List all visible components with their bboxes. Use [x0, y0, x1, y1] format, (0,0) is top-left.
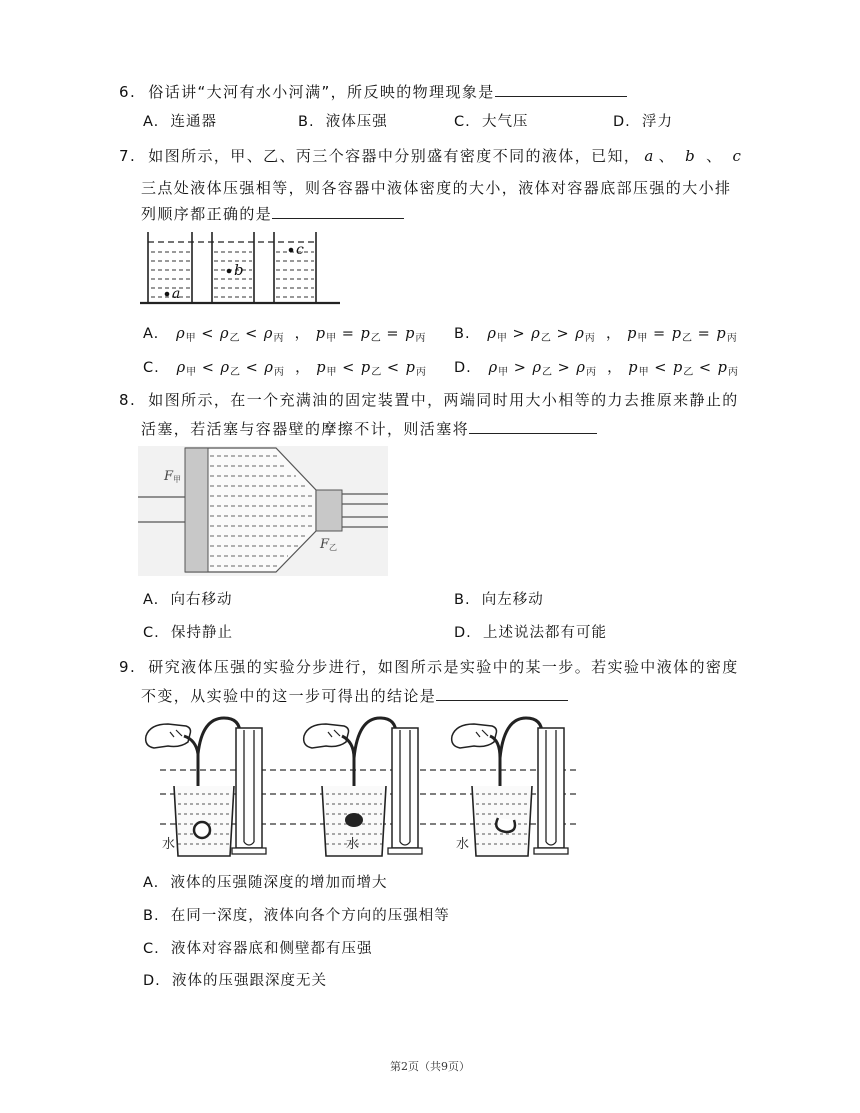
relation-sign: <	[654, 360, 668, 376]
q6-answer-blank[interactable]	[495, 82, 627, 97]
q7-symbol-a: a	[644, 147, 655, 165]
force-yi-subscript: 乙	[329, 543, 337, 552]
relation-sign: =	[652, 326, 667, 342]
comma: ，	[295, 360, 311, 376]
relation-sign: =	[697, 326, 711, 342]
p-symbol: p	[405, 326, 416, 342]
water-label: 水	[162, 837, 176, 852]
p-symbol: p	[315, 326, 327, 342]
sub-yi: 乙	[682, 333, 693, 344]
comma: ，	[605, 326, 622, 342]
q7-stem-line3	[141, 203, 404, 224]
rho-symbol: ρ	[263, 326, 274, 342]
force-jia-label: F	[164, 469, 174, 484]
relation-sign: <	[245, 360, 259, 376]
probe-head	[194, 822, 210, 838]
sub-yi: 乙	[371, 367, 382, 378]
q7-text-line1: 如图所示，甲、乙、丙三个容器中分别盛有密度不同的液体，已知，	[148, 147, 641, 165]
option-text: 连通器	[170, 114, 217, 130]
point-b-label: b	[234, 261, 244, 279]
q8-option-d[interactable]	[454, 621, 607, 642]
setup-2	[304, 718, 422, 856]
force-jia-subscript: 甲	[173, 475, 181, 484]
q9-text-line2: 不变，从实验中的这一步可得出的结论是	[141, 687, 437, 705]
sub-bing: 丙	[585, 367, 596, 378]
sub-bing: 丙	[273, 367, 284, 378]
sub-bing: 丙	[727, 367, 738, 378]
q6-option-a[interactable]	[143, 110, 217, 131]
relation-sign: >	[513, 360, 527, 376]
q7-sep2: 、	[706, 147, 723, 165]
option-letter: A.	[143, 875, 160, 891]
q6-option-c[interactable]	[454, 110, 528, 131]
relation-sign: >	[557, 360, 571, 376]
q8-stem-line1	[119, 389, 739, 410]
p-symbol: p	[717, 360, 728, 376]
q9-option-d[interactable]	[143, 969, 327, 990]
q6-stem	[119, 81, 627, 102]
sub-yi: 乙	[542, 367, 553, 378]
p-symbol: p	[360, 326, 371, 342]
water-label: 水	[456, 837, 470, 852]
q6-option-d[interactable]	[613, 110, 673, 131]
point-c-label: c	[296, 242, 304, 258]
option-letter: C.	[143, 625, 160, 641]
q9-option-a[interactable]	[143, 871, 388, 892]
right-piston	[316, 490, 342, 531]
q7-option-b[interactable]	[454, 322, 737, 344]
q7-symbol-c: c	[732, 147, 743, 165]
q7-container-figure	[140, 228, 340, 308]
manometer-base	[388, 848, 422, 854]
relation-sign: <	[386, 360, 400, 376]
rho-symbol: ρ	[176, 326, 186, 342]
q8-option-a[interactable]	[143, 588, 233, 609]
q8-stem-line2	[141, 418, 597, 439]
sub-yi: 乙	[683, 367, 694, 378]
relation-sign: =	[386, 326, 400, 342]
relation-sign: =	[341, 326, 355, 342]
hand-icon	[304, 724, 349, 748]
q9-text-line1: 研究液体压强的实验分步进行，如图所示是实验中的某一步。若实验中液体的密度	[148, 658, 739, 676]
sub-jia: 甲	[186, 367, 197, 378]
point-c-dot	[289, 248, 294, 253]
p-symbol: p	[672, 360, 684, 376]
probe-head	[496, 818, 515, 832]
connector-tube	[354, 718, 396, 758]
q7-number: 7.	[119, 147, 137, 165]
p-symbol: p	[716, 326, 727, 342]
sub-bing: 丙	[584, 333, 595, 344]
rho-symbol: ρ	[488, 360, 499, 376]
q8-option-b[interactable]	[454, 588, 544, 609]
sub-bing: 丙	[415, 367, 426, 378]
relation-sign: >	[556, 326, 570, 342]
q7-option-d[interactable]	[454, 356, 738, 378]
option-letter: C.	[454, 114, 471, 130]
connector-tube	[198, 718, 240, 754]
hand-icon	[146, 724, 191, 748]
option-letter: B.	[454, 592, 471, 608]
q7-option-a[interactable]	[143, 322, 425, 344]
q6-number: 6.	[119, 83, 137, 101]
p-symbol: p	[627, 326, 638, 342]
point-a-label: a	[172, 286, 181, 302]
container-yi	[212, 232, 254, 303]
rho-symbol: ρ	[220, 360, 230, 376]
relation-sign: <	[201, 360, 215, 376]
rho-symbol: ρ	[264, 360, 274, 376]
p-symbol: p	[360, 360, 372, 376]
sub-bing: 丙	[415, 333, 426, 344]
option-letter: D.	[613, 114, 631, 130]
q7-text-line3: 列顺序都正确的是	[141, 205, 273, 223]
rho-symbol: ρ	[531, 326, 541, 342]
connector-tube	[500, 718, 542, 758]
q8-piston-figure	[138, 446, 388, 576]
setup-3	[452, 718, 568, 856]
q9-manometer-figure	[140, 714, 580, 862]
q6-option-b[interactable]	[298, 110, 388, 131]
option-text: 向右移动	[170, 592, 233, 608]
option-text: 在同一深度，液体向各个方向的压强相等	[170, 908, 450, 924]
q7-option-c[interactable]	[143, 356, 426, 378]
rho-symbol: ρ	[576, 360, 586, 376]
page-footer: 第2页（共9页）	[390, 1060, 470, 1073]
q9-option-c[interactable]	[143, 937, 372, 958]
force-yi-label: F	[320, 537, 330, 552]
manometer-base	[232, 848, 266, 854]
rho-symbol: ρ	[220, 326, 230, 342]
option-letter: D.	[143, 973, 161, 989]
q9-option-b[interactable]	[143, 904, 450, 925]
option-text: 液体的压强随深度的增加而增大	[170, 875, 388, 891]
sub-bing: 丙	[273, 333, 284, 344]
sub-yi: 乙	[229, 333, 240, 344]
comma: ，	[294, 326, 311, 342]
point-b-dot	[227, 269, 232, 274]
p-symbol: p	[671, 326, 683, 342]
option-letter: D.	[454, 360, 472, 376]
p-symbol: p	[405, 360, 416, 376]
manometer-frame	[392, 728, 418, 848]
rho-symbol: ρ	[532, 360, 543, 376]
left-piston	[185, 448, 208, 572]
option-text: 液体压强	[325, 114, 388, 130]
relation-sign: <	[201, 326, 215, 342]
option-letter: C.	[143, 941, 160, 957]
relation-sign: >	[512, 326, 526, 342]
p-symbol: p	[628, 360, 639, 376]
point-a-dot	[165, 292, 170, 297]
option-letter: B.	[298, 114, 315, 130]
option-text: 浮力	[642, 114, 673, 130]
water-label: 水	[346, 837, 360, 852]
relation-sign: <	[342, 360, 356, 376]
rho-symbol: ρ	[575, 326, 585, 342]
rho-symbol: ρ	[176, 360, 187, 376]
option-letter: D.	[454, 625, 472, 641]
q9-number: 9.	[119, 658, 137, 676]
sub-yi: 乙	[230, 367, 240, 378]
p-symbol: p	[316, 360, 327, 376]
sub-yi: 乙	[540, 333, 551, 344]
option-text: 向左移动	[481, 592, 544, 608]
sub-jia: 甲	[496, 333, 507, 344]
container-jia	[148, 232, 192, 303]
q9-stem-line2	[141, 685, 568, 706]
manometer-base	[534, 848, 568, 854]
sub-jia: 甲	[498, 367, 509, 378]
sub-bing: 丙	[726, 333, 737, 344]
setup-1	[146, 718, 266, 856]
manometer-frame	[538, 728, 564, 848]
option-text: 上述说法都有可能	[483, 625, 607, 641]
q6-text: 俗话讲“大河有水小河满”，所反映的物理现象是	[148, 83, 495, 101]
sub-jia: 甲	[326, 367, 337, 378]
option-letter: C.	[143, 360, 160, 376]
option-text: 大气压	[481, 114, 529, 130]
q8-text-line2: 活塞，若活塞与容器壁的摩擦不计，则活塞将	[141, 420, 470, 438]
sub-jia: 甲	[185, 333, 196, 344]
relation-sign: <	[245, 326, 259, 342]
q7-stem-line2: 三点处液体压强相等，则各容器中液体密度的大小，液体对容器底部压强的大小排	[141, 179, 732, 197]
sub-yi: 乙	[370, 333, 381, 344]
option-text: 液体对容器底和侧壁都有压强	[170, 941, 373, 957]
q8-answer-blank[interactable]	[469, 419, 597, 434]
q9-answer-blank[interactable]	[436, 686, 568, 701]
q7-answer-blank[interactable]	[272, 204, 404, 219]
option-letter: A.	[143, 326, 160, 342]
q8-text-line1: 如图所示，在一个充满油的固定装置中，两端同时用大小相等的力去推原来静止的	[148, 391, 739, 409]
sub-jia: 甲	[638, 367, 649, 378]
sub-jia: 甲	[326, 333, 337, 344]
q7-sep1: 、	[658, 147, 676, 165]
container-bing	[274, 232, 316, 303]
q8-option-c[interactable]	[143, 621, 233, 642]
sub-jia: 甲	[637, 333, 648, 344]
q7-stem-line1	[119, 145, 742, 166]
relation-sign: <	[698, 360, 713, 376]
q7-symbol-b: b	[685, 147, 697, 165]
option-text: 液体的压强跟深度无关	[172, 973, 327, 989]
q8-number: 8.	[119, 391, 137, 409]
hand-icon	[452, 724, 497, 748]
option-text: 保持静止	[170, 625, 233, 641]
manometer-frame	[236, 728, 262, 848]
comma: ，	[607, 360, 623, 376]
q9-stem-line1	[119, 656, 739, 677]
option-letter: A.	[143, 592, 160, 608]
rho-symbol: ρ	[487, 326, 497, 342]
probe-head	[345, 813, 363, 827]
option-letter: B.	[143, 908, 160, 924]
option-letter: A.	[143, 114, 160, 130]
option-letter: B.	[454, 326, 471, 342]
